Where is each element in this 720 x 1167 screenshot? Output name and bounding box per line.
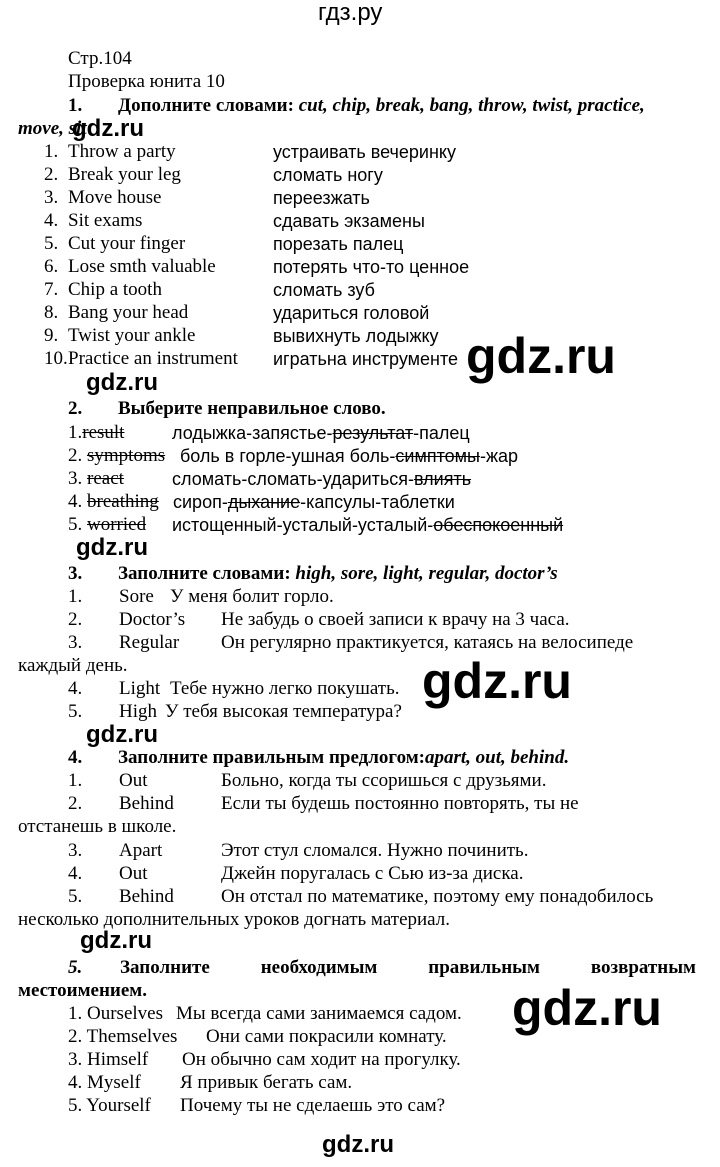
ex1-item-num: 10. [44,348,68,369]
ex1-number: 1. [68,95,83,116]
ex4-item-num: 4. [68,863,83,884]
ex2-item [68,422,124,444]
ex4-item-num: 5. [68,886,83,907]
ex2-item [68,468,124,490]
watermark-logo: gdz.ru [80,927,152,954]
ex2-item-ru: сломать-сломать-удариться-влиять [172,469,472,489]
ex5-item-num: 4. [68,1072,83,1093]
ex2-item-num: 5. [68,514,83,535]
ex5-number: 5. [68,957,83,978]
watermark-logo: gdz.ru [76,534,148,561]
ex2-item-num: 3. [68,468,83,489]
ex4-item-ru: Если ты будешь постоянно повторять, ты не [221,793,579,814]
ex1-item-ru: порезать палец [273,234,404,254]
ex1-item-ru: сломать ногу [273,165,383,185]
ex1-item-num: 5. [44,233,59,254]
ex3-item-ru: У меня болит горло. [170,586,334,607]
ex3-item-en: Light [119,678,161,699]
watermark-logo: gdz.ru [72,115,144,142]
ex5-item-ru: Они сами покрасили комнату. [206,1026,447,1047]
ex4-item-en: Apart [119,840,163,861]
ex4-item-num: 3. [68,840,83,861]
ex4-words: apart, out, behind. [424,747,570,768]
ex4-item-en: Out [119,863,148,884]
ex1-item-ru: переезжать [273,188,370,208]
ex1-item-ru: вывихнуть лодыжку [273,326,439,346]
ex4-item-ru: Джейн поругалась с Сью из-за диска. [221,863,524,884]
ex1-item-en: Break your leg [68,164,181,185]
ex1-item-en: Sit exams [68,210,143,231]
ex5-item [68,1072,141,1094]
ex3-item-num: 1. [68,586,83,607]
ex1-item-en: Chip a tooth [68,279,162,300]
ex1-item-num: 4. [44,210,59,231]
ex1-item-ru: потерять что-то ценное [273,257,470,277]
ex1-item-ru: устраивать вечеринку [273,142,456,162]
ex5-item [68,1049,148,1071]
ex4-item-en: Behind [119,886,174,907]
ex5-item-en: Ourselves [87,1003,163,1024]
ex1-item-num: 2. [44,164,59,185]
ex3-item-ru: Он регулярно практикуется, катаясь на велосипеде [221,632,634,653]
ex2-item [68,445,165,467]
ex5-item [68,1003,163,1025]
ex5-item [68,1026,177,1048]
ex2-item-en: breathing [87,491,159,512]
ex1-item-num: 8. [44,302,59,323]
ex5-item-num: 2. [68,1026,83,1047]
watermark-logo: gdz.ru [512,980,662,1036]
ex3-item-ru: Тебе нужно легко покушать. [170,678,400,699]
ex5-item-num: 3. [68,1049,83,1070]
watermark-logo: gdz.ru [422,653,572,709]
ex3-lead: Заполните словами: [118,563,291,584]
ex1-item-en: Throw a party [68,141,176,162]
ex3-words: high, sore, light, regular, doctor’s [295,563,558,584]
ex5-item-ru: Он обычно сам ходит на прогулку. [182,1049,461,1070]
ex3-item-en: Doctor’s [119,609,186,630]
ex1-item-en: Bang your head [68,302,189,323]
ex1-item-ru: удариться головой [273,303,430,323]
ex3-title [118,563,558,585]
ex5-item-en: Himself [87,1049,149,1070]
ex5-item-ru: Я привык бегать сам. [180,1072,353,1093]
ex2-item-en: result [82,422,125,443]
ex1-item-ru: сломать зуб [273,280,375,300]
ex2-item-en: worried [87,514,147,535]
watermark-logo: gdz.ru [86,721,158,748]
ex1-item-ru: игратьна инструменте [273,349,459,369]
ex3-item-en: Sore [119,586,154,607]
ex2-number: 2. [68,398,83,419]
ex1-words-a: cut, chip, break, bang, throw, twist, practice, [298,95,645,116]
ex2-item-ru: боль в горле-ушная боль-симптомы-жар [180,446,519,466]
ex2-item-num: 4. [68,491,83,512]
ex1-item-num: 6. [44,256,59,277]
ex2-item-num: 1. [68,422,83,443]
ex5-item-en: Myself [87,1072,141,1093]
ex3-item-ru-cont: каждый день. [18,655,128,676]
ex4-item-en: Behind [119,793,174,814]
ex5-item-num: 5. [68,1095,83,1116]
ex1-item-ru: сдавать экзамены [273,211,425,231]
ex2-item-ru: истощенный-усталый-усталый-обеспокоенный [172,515,564,535]
ex1-item-num: 3. [44,187,59,208]
ex5-item-ru: Почему ты не сделаешь это сам? [180,1095,446,1116]
ex4-item-ru-cont: несколько дополнительных уроков догнать материал. [18,909,450,930]
ex2-item-num: 2. [68,445,83,466]
ex4-title [118,747,569,769]
ex1-item-num: 9. [44,325,59,346]
watermark-logo: gdz.ru [466,328,616,384]
unit-title: Проверка юнита 10 [68,71,225,92]
ex5-title-a: Заполните необходимым правильным возвратным [120,957,696,978]
ex1-item-en: Cut your finger [68,233,186,254]
ex1-lead: Дополните словами: [118,95,294,116]
ex4-item-num: 1. [68,770,83,791]
ex5-item-num: 1. [68,1003,83,1024]
ex3-item-num: 3. [68,632,83,653]
ex5-item [68,1095,151,1117]
ex4-item-ru: Больно, когда ты ссоришься с друзьями. [221,770,547,791]
ex3-item-num: 2. [68,609,83,630]
ex2-item [68,514,146,536]
ex2-item-ru: сироп-дыхание-капсулы-таблетки [173,492,455,512]
ex2-item-ru: лодыжка-запястье-результат-палец [172,423,470,443]
ex4-item-ru-cont: отстанешь в школе. [18,816,177,837]
ex2-item [68,491,159,513]
ex5-title-b: местоимением. [18,980,147,1001]
ex3-item-en: High [119,701,157,722]
ex3-item-num: 5. [68,701,83,722]
ex2-item-en: symptoms [87,445,166,466]
ex1-item-en: Lose smth valuable [68,256,216,277]
ex4-item-en: Out [119,770,148,791]
ex1-item-en: Twist your ankle [68,325,196,346]
watermark-logo: gdz.ru [86,369,158,396]
ex4-lead: Заполните правильным предлогом: [118,747,425,768]
ex1-item-en: Move house [68,187,162,208]
ex4-item-num: 2. [68,793,83,814]
ex1-title [118,95,645,117]
ex1-item-num: 1. [44,141,59,162]
page-number: Стр.104 [68,48,132,69]
ex4-item-ru: Этот стул сломался. Нужно починить. [221,840,529,861]
ex3-item-ru: У тебя высокая температура? [165,701,402,722]
ex5-item-en: Yourself [86,1095,151,1116]
ex3-item-en: Regular [119,632,180,653]
ex1-item-num: 7. [44,279,59,300]
ex5-item-ru: Мы всегда сами занимаемся садом. [176,1003,462,1024]
ex2-item-en: react [87,468,124,489]
ex3-number: 3. [68,563,83,584]
ex1-item-en: Practice an instrument [68,348,238,369]
ex4-item-ru: Он отстал по математике, поэтому ему понадобилось [221,886,654,907]
ex3-item-ru: Не забудь о своей записи к врачу на 3 часа. [221,609,570,630]
site-title: гдз.ру [318,0,383,26]
ex5-item-en: Themselves [86,1026,178,1047]
ex2-title: Выберите неправильное слово. [118,398,386,419]
footer-watermark: gdz.ru [322,1131,394,1158]
ex4-number: 4. [68,747,83,768]
ex3-item-num: 4. [68,678,83,699]
ex1-words-b: move, sit [18,118,87,139]
